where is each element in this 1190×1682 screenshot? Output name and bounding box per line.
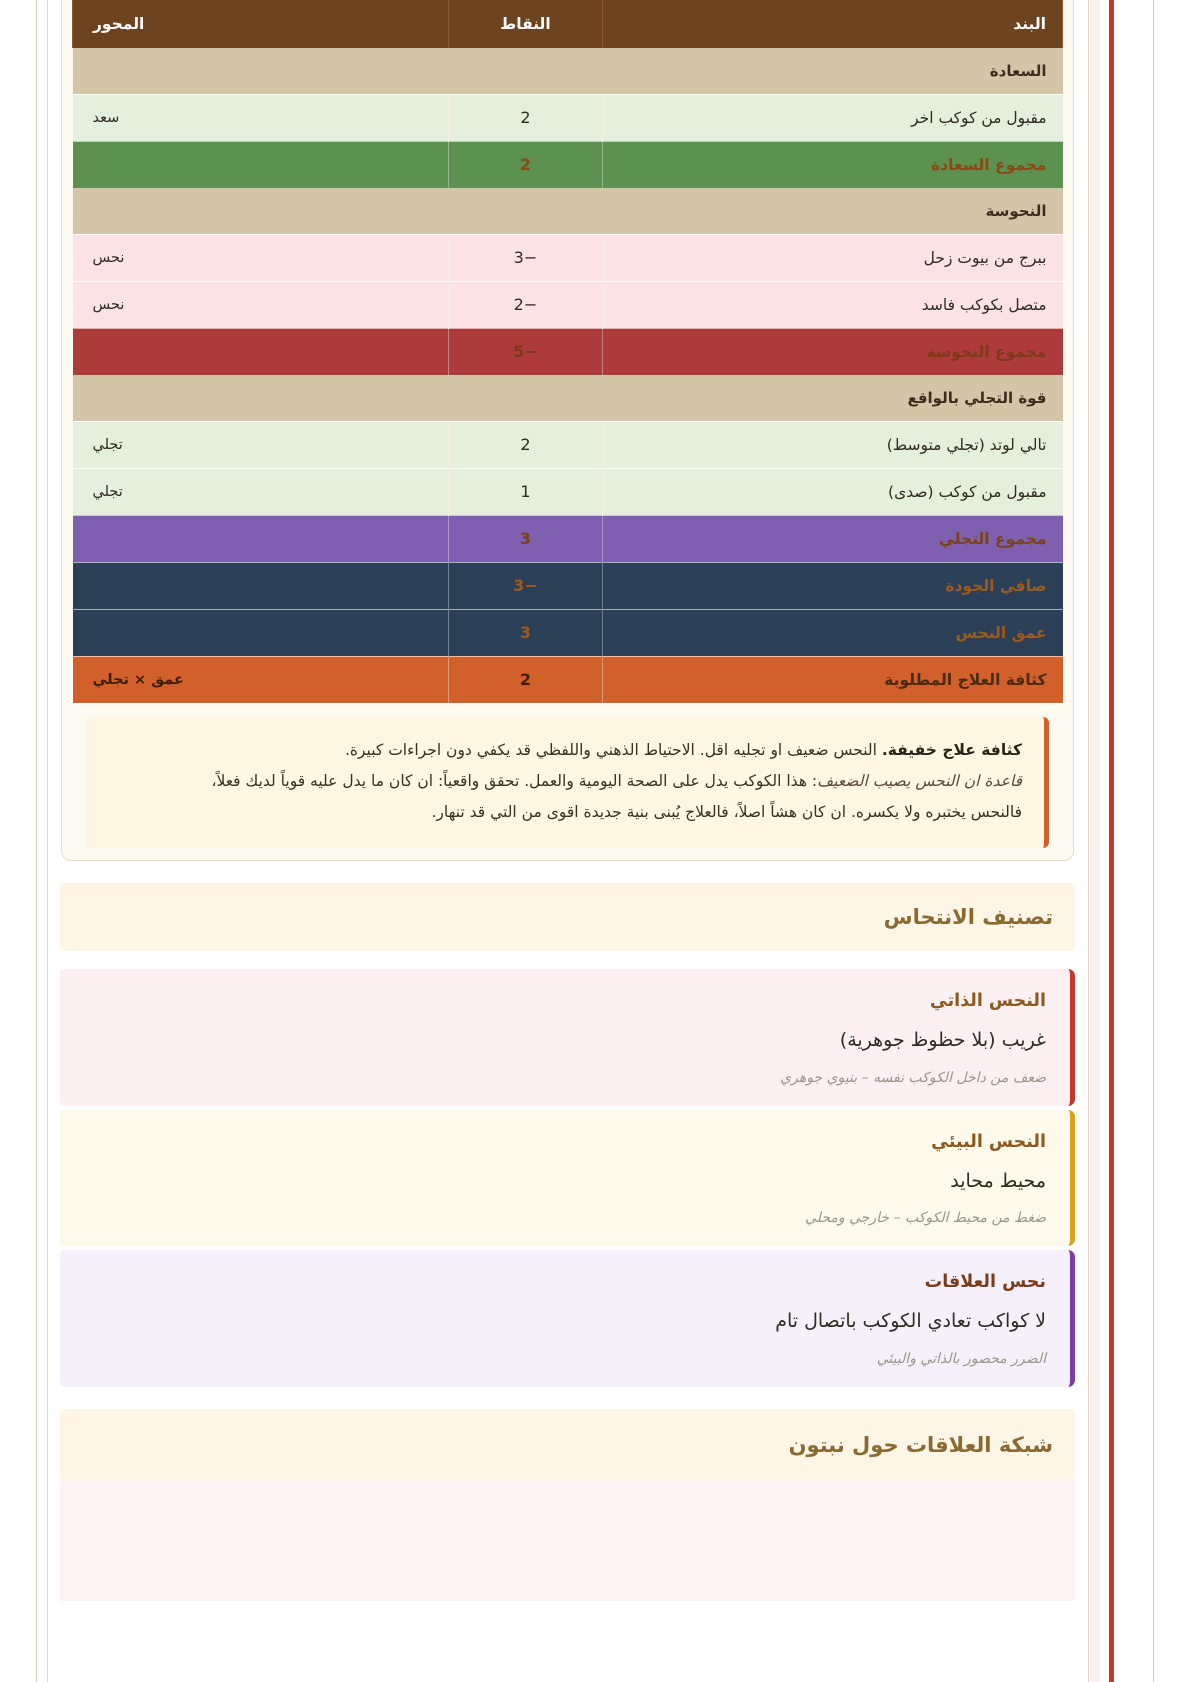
card-value: محيط محايد [950,1169,1046,1192]
summary-label: صافي الجودة [602,562,1062,609]
total-points: 3 [449,515,602,562]
card-value: لا كواكب تعادي الكوكب باتصال تام [775,1310,1046,1333]
table-row [73,421,1063,468]
main-content [48,0,1088,1682]
note-line-1 [107,735,1022,766]
table-row [73,94,1063,141]
note-rule-emphasis: قاعدة ان النحس يصيب الضعيف [817,772,1022,790]
classification-cards [60,969,1075,1387]
frame-rail-right-soft [1090,0,1100,1682]
card-subtitle: ضغط من محيط الكوكب – خارجي ومحلي [805,1210,1046,1227]
total-label: مجموع التجلي [602,515,1062,562]
card-subtitle: ضعف من داخل الكوكب نفسه – بنيوي جوهري [780,1069,1046,1086]
total-points: 2 [449,141,602,188]
total-label: مجموع السعادة [602,141,1062,188]
score-table-container [61,0,1074,861]
note-line-2-rest: : هذا الكوكب يدل على الصحة اليومية والعمل. تحقق واقعياً: ان كان ما يدل عليه قوياً لديك فعلاً، [211,772,818,790]
table-row [73,234,1063,281]
row-item: تالي لوتد (تجلي متوسط) [602,421,1062,468]
card-subtitle: الضرر محصور بالذاتي والبيئي [876,1350,1046,1367]
section-heading-classification: تصنيف الانتحاس [60,883,1075,951]
note-line-1-rest: النحس ضعيف او تجليه اقل. الاحتياط الذهني واللفظي قد يكفي دون اجراءات كبيرة. [344,741,882,759]
note-line-2 [107,766,1022,797]
card-title: النحس الذاتي [929,991,1046,1011]
column-header-points: النقاط [449,0,602,48]
final-label: كثافة العلاج المطلوبة [602,656,1062,703]
row-item: متصل بكوكب فاسد [602,281,1062,328]
row-points: 2 [449,94,602,141]
group-label: السعادة [73,48,1063,94]
card-title: نحس العلاقات [924,1272,1046,1293]
group-header-row [73,48,1063,94]
final-row-treatment-density [73,656,1063,703]
summary-label: عمق النحس [602,609,1062,656]
score-table [72,0,1063,703]
table-row [73,468,1063,515]
card-title: النحس البيئي [931,1131,1046,1152]
table-row [73,281,1063,328]
card-value: غريب (بلا حظوظ جوهرية) [839,1029,1046,1051]
summary-row-net-quality [73,562,1063,609]
summary-row-depth [73,609,1063,656]
column-header-axis: المحور [73,0,449,48]
row-points: 2 [449,421,602,468]
frame-rail-right-outer [1153,0,1154,1682]
section-heading-relations-network: شبكة العلاقات حول نبتون [60,1409,1075,1481]
column-header-item: البند [602,0,1062,48]
card-environmental-affliction [60,1110,1075,1247]
frame-rail-left-outer [36,0,37,1682]
group-total-row [73,141,1063,188]
row-item: مقبول من كوكب اخر [602,94,1062,141]
group-header-row [73,375,1063,421]
table-header-row [73,0,1063,48]
card-relational-affliction [60,1250,1075,1387]
row-axis: تجلي [73,421,449,468]
frame-rail-right-accent [1109,0,1114,1682]
row-points: −3 [449,234,602,281]
note-strong-label: كثافة علاج خفيفة. [881,741,1022,759]
final-points: 2 [449,656,602,703]
final-axis: عمق × تجلي [73,656,449,703]
total-axis [73,141,449,188]
summary-axis [73,609,449,656]
row-points: −2 [449,281,602,328]
card-self-affliction [60,969,1075,1106]
treatment-note-box [85,717,1049,848]
row-axis: تجلي [73,468,449,515]
summary-axis [73,562,449,609]
frame-rail-right-inner [1088,0,1089,1682]
note-line-3: فالنحس يختبره ولا يكسره. ان كان هشاً اصلاً، فالعلاج يُبنى بنية جديدة اقوى من التي قد تنهار. [431,803,1022,821]
group-header-row [73,188,1063,234]
row-points: 1 [449,468,602,515]
relations-network-placeholder [60,1481,1075,1601]
total-label: مجموع النحوسة [602,328,1062,375]
group-label: قوة التجلي بالواقع [73,375,1063,421]
row-item: مقبول من كوكب (صدى) [602,468,1062,515]
row-axis: سعد [73,94,449,141]
total-points: −5 [449,328,602,375]
total-axis [73,515,449,562]
score-table-body [73,48,1063,703]
group-total-row [73,515,1063,562]
score-table-head [73,0,1063,48]
group-total-row [73,328,1063,375]
summary-points: 3 [449,609,602,656]
summary-points: −3 [449,562,602,609]
row-item: ببرج من بيوت زحل [602,234,1062,281]
row-axis: نحس [73,281,449,328]
total-axis [73,328,449,375]
row-axis: نحس [73,234,449,281]
group-label: النحوسة [73,188,1063,234]
